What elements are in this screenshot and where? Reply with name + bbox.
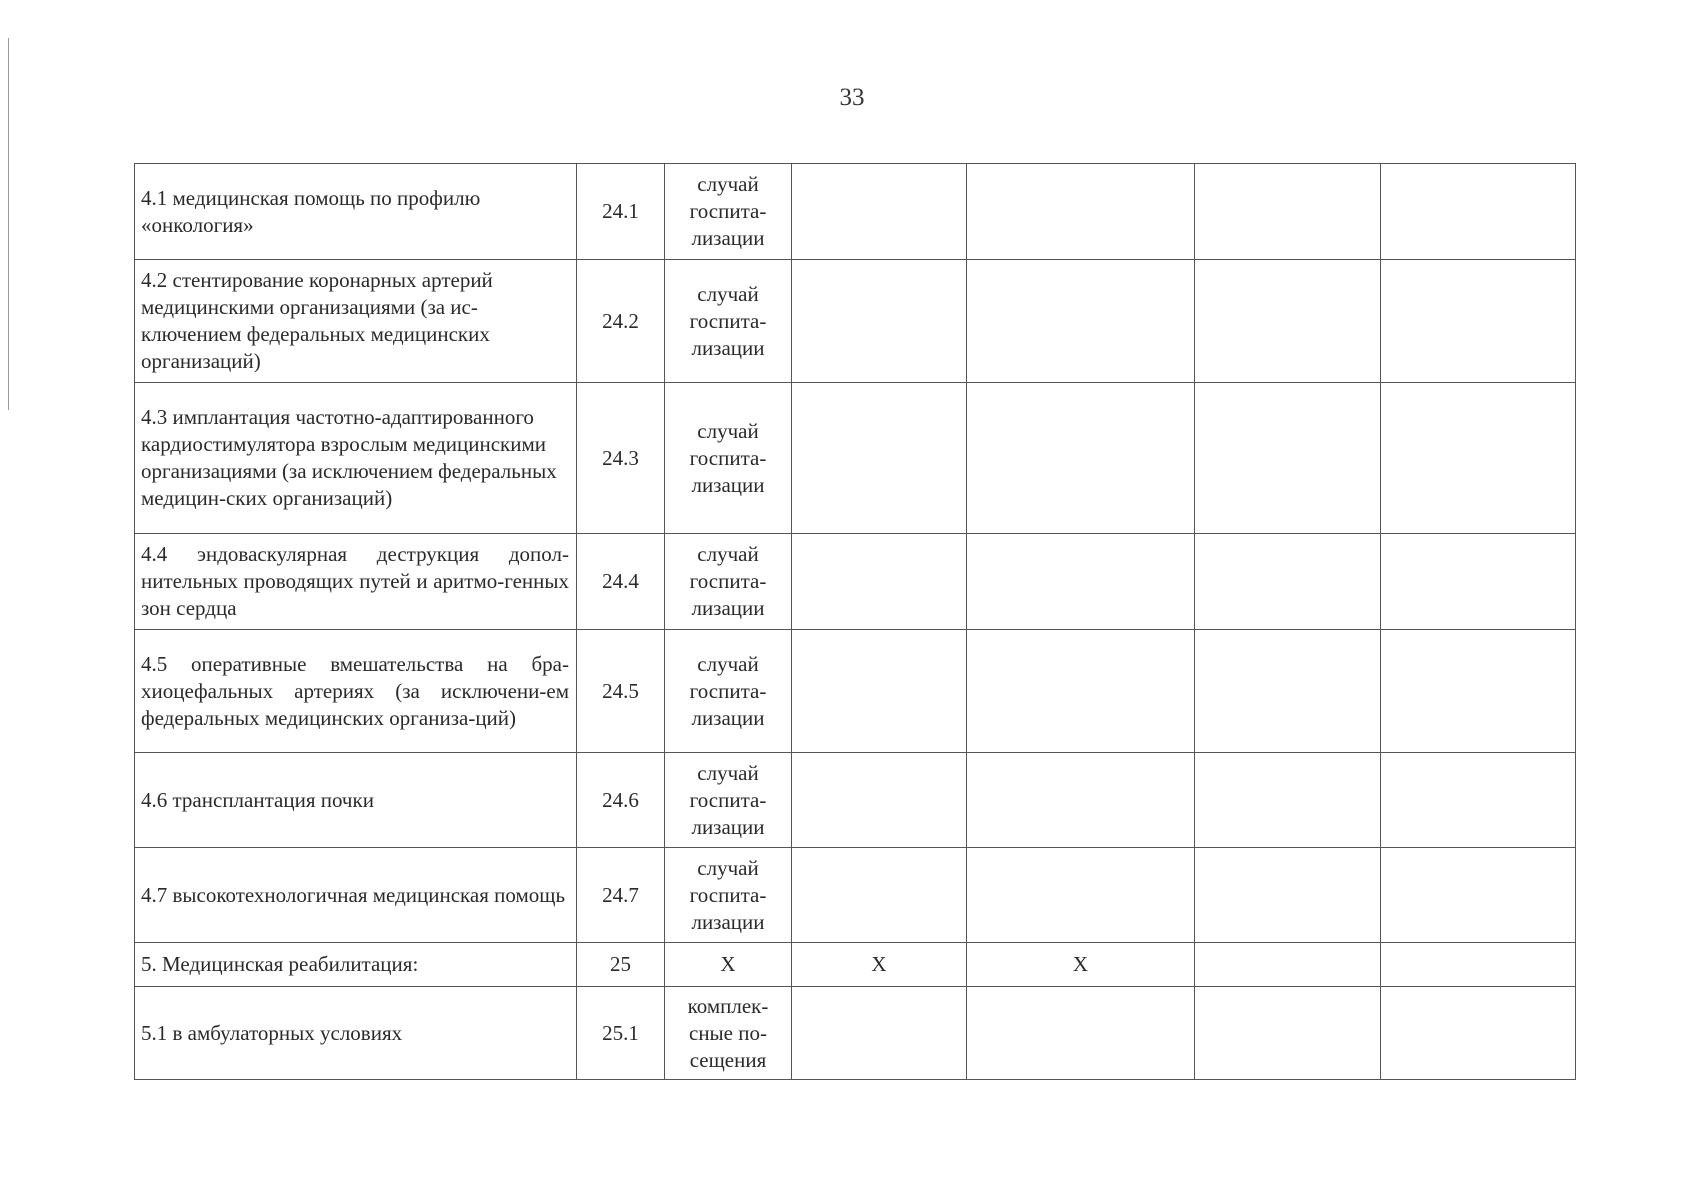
row-unit: [665, 383, 792, 534]
row-code: 24.6: [577, 753, 665, 848]
row-cell-6: [1195, 848, 1381, 943]
row-name: 4.1 медицинская помощь по профилю «онкология»: [135, 164, 577, 260]
row-name: 4.7 высокотехнологичная медицинская помощь: [135, 848, 577, 943]
row-unit-text: случай госпита-лизации: [689, 542, 767, 620]
scan-edge-line: [8, 38, 9, 410]
row-unit: [665, 260, 792, 383]
row-unit-text: комплек-сные по-сещения: [687, 993, 769, 1072]
row-cell-7: [1381, 164, 1576, 260]
row-unit: [665, 987, 792, 1080]
row-cell-4: [792, 383, 967, 534]
table-row: [135, 753, 1576, 848]
row-unit: [665, 534, 792, 630]
row-cell-5: [967, 534, 1195, 630]
row-name: 4.6 трансплантация почки: [135, 753, 577, 848]
data-table: [134, 163, 1576, 1080]
row-unit: [665, 753, 792, 848]
row-cell-7: [1381, 987, 1576, 1080]
row-code: 24.3: [577, 383, 665, 534]
row-code: 24.1: [577, 164, 665, 260]
row-cell-5: [967, 383, 1195, 534]
table-row: [135, 987, 1576, 1080]
page-number: 33: [839, 84, 865, 111]
row-cell-5: [967, 260, 1195, 383]
row-cell-7: [1381, 260, 1576, 383]
row-unit: [665, 630, 792, 753]
row-cell-4: [792, 987, 967, 1080]
table-row: [135, 848, 1576, 943]
table-row: [135, 383, 1576, 534]
row-unit-text: случай госпита-лизации: [689, 281, 767, 360]
row-code: 24.5: [577, 630, 665, 753]
row-code: 24.2: [577, 260, 665, 383]
row-cell-4: X: [792, 943, 967, 987]
row-name: 4.4 эндоваскулярная деструкция допол-нительных проводящих путей и аритмо-генных зон сердца: [135, 534, 577, 630]
row-cell-5: [967, 987, 1195, 1080]
row-cell-5: [967, 848, 1195, 943]
row-cell-4: [792, 260, 967, 383]
row-cell-7: [1381, 534, 1576, 630]
table-row: [135, 630, 1576, 753]
row-cell-5: [967, 164, 1195, 260]
row-unit-text: случай госпита-лизации: [689, 651, 767, 730]
row-name: 4.5 оперативные вмешательства на бра-хиоцефальных артериях (за исключени-ем федеральных медицинских организа-ций): [135, 630, 577, 753]
row-name: 4.3 имплантация частотно-адаптированного кардиостимулятора взрослым медицинскими организациями (за исключением федеральных медицин-ских организаций): [135, 383, 577, 534]
row-unit-text: случай госпита-лизации: [689, 855, 767, 934]
row-cell-7: [1381, 943, 1576, 987]
row-unit: [665, 848, 792, 943]
row-code: 24.4: [577, 534, 665, 630]
row-cell-6: [1195, 260, 1381, 383]
row-unit: [665, 943, 792, 987]
table-row: [135, 260, 1576, 383]
row-cell-7: [1381, 630, 1576, 753]
row-unit-text: случай госпита-лизации: [689, 418, 767, 497]
row-cell-6: [1195, 943, 1381, 987]
row-cell-6: [1195, 383, 1381, 534]
row-unit-text: случай госпита-лизации: [689, 172, 767, 250]
row-cell-7: [1381, 753, 1576, 848]
row-cell-4: [792, 630, 967, 753]
row-cell-5: X: [967, 943, 1195, 987]
row-cell-6: [1195, 164, 1381, 260]
row-name: 4.2 стентирование коронарных артерий медицинскими организациями (за ис-ключением федеральных медицинских организаций): [135, 260, 577, 383]
table-row: [135, 943, 1576, 987]
row-cell-4: [792, 164, 967, 260]
row-cell-4: [792, 753, 967, 848]
row-name: 5. Медицинская реабилитация:: [135, 943, 577, 987]
table-row: [135, 164, 1576, 260]
row-cell-6: [1195, 630, 1381, 753]
row-cell-6: [1195, 987, 1381, 1080]
row-code: 25: [577, 943, 665, 987]
row-cell-4: [792, 848, 967, 943]
row-cell-6: [1195, 534, 1381, 630]
row-name: 5.1 в амбулаторных условиях: [135, 987, 577, 1080]
row-code: 24.7: [577, 848, 665, 943]
row-unit-text: случай госпита-лизации: [689, 760, 767, 839]
row-cell-4: [792, 534, 967, 630]
row-cell-5: [967, 630, 1195, 753]
row-cell-5: [967, 753, 1195, 848]
row-unit-text: X: [720, 952, 736, 976]
row-cell-7: [1381, 848, 1576, 943]
table-row: [135, 534, 1576, 630]
row-cell-6: [1195, 753, 1381, 848]
row-cell-7: [1381, 383, 1576, 534]
row-code: 25.1: [577, 987, 665, 1080]
row-unit: [665, 164, 792, 260]
